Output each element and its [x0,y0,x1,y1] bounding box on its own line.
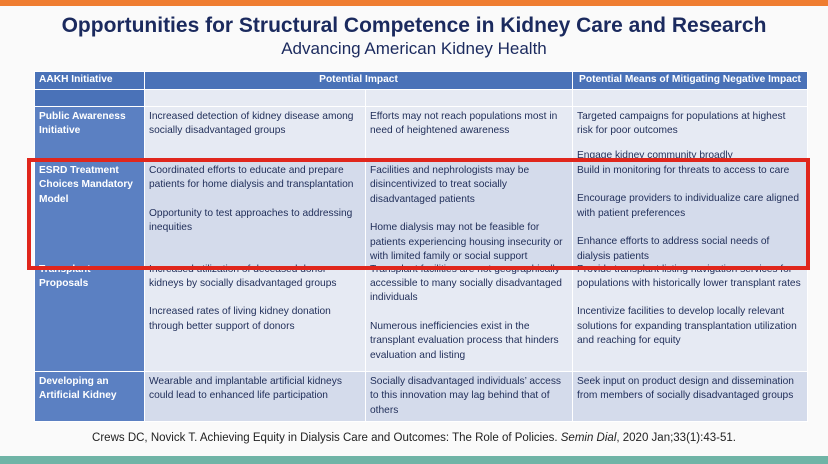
positive-text: Coordinated efforts to educate and prepare patients for home dialysis and transplantation [149,164,354,190]
initiative-cell [35,263,145,371]
mitigation-text: populations with historically lower transplant rates [577,277,801,289]
negative-impact-cell [366,371,573,422]
table-row [35,371,808,422]
positive-text: kidneys by socially disadvantaged groups [149,277,337,289]
positive-text-2: Increased rates of living kidney donation through better support of donors [149,306,331,332]
negative-text-cut: Transplant facilities are not geographically [370,263,560,275]
initiative-cell: Developing an Artificial Kidney [35,371,145,422]
negative-impact-cell [366,263,573,371]
citation-details: , 2020 Jan;33(1):43-51. [616,432,736,444]
mitigation-text-2: Incentivize facilities to develop locally relevant solutions for expanding transplantation utilization and reaching for equity [577,306,797,346]
positive-text: Increased detection of kidney disease among socially disadvantaged groups [149,110,354,136]
bottom-accent-bar [0,456,828,464]
table-subheader-row [35,89,808,106]
table-row [35,268,808,371]
negative-text-2: Home dialysis may not be feasible for patients experiencing housing insecurity or with limited family or social support [370,222,563,262]
positive-text-cut: Increased utilization of deceased donor [149,263,327,275]
subheader-positive [145,89,366,106]
mitigation-text-2: Encourage providers to individualize care aligned with patient preferences [577,193,799,219]
positive-impact-cell [145,371,366,422]
table-row [35,160,808,268]
mitigation-text-cut: Provide transplant listing navigation services for [577,263,793,275]
subheader-negative [366,89,573,106]
positive-impact-cell [145,263,366,371]
mitigation-text-3: Enhance efforts to address social needs of dialysis patients [577,236,770,262]
mitigation-text: Seek input on product design and dissemination from members of socially disadvantaged groups [577,375,794,401]
subheader-mitigation [573,89,808,106]
slide-subtitle: Advancing American Kidney Health [281,39,547,58]
slide-title: Opportunities for Structural Competence in Kidney Care and Research [61,14,767,37]
mitigation-text: Build in monitoring for threats to access to care [577,164,790,176]
initiative-text-cut: Transplant Proposals [39,263,91,289]
negative-impact-cell [366,160,573,268]
negative-impact-cell [366,106,573,160]
negative-text-2: Numerous inefficiencies exist in the transplant evaluation process that hinders evaluation and listing [370,320,559,361]
mitigation-cell [573,106,808,160]
citation-authors: Crews DC, Novick T. Achieving Equity in Dialysis Care and Outcomes: The Role of Policies. [92,432,558,444]
negative-text: accessible to many socially disadvantaged individuals [370,277,562,303]
positive-text: Wearable and implantable artificial kidneys could lead to enhanced life participation [149,375,342,401]
header-initiative: AAKH Initiative [35,72,145,90]
citation [0,432,828,444]
negative-text: Socially disadvantaged individuals’ access to this innovation may lag behind that of others [370,375,562,416]
negative-text: Efforts may not reach populations most in need of heightened awareness [370,110,558,136]
citation-journal: Semin Dial [560,432,617,444]
mitigation-cell [573,160,808,268]
top-accent-bar [0,0,828,6]
header-potential-impact: Potential Impact [145,72,573,90]
subheader-blank [35,89,145,106]
positive-text-2: Opportunity to test approaches to addressing inequities [149,207,353,233]
impact-table [34,71,808,422]
positive-impact-cell [145,160,366,268]
table-header-row [35,72,808,90]
initiative-cell: Public Awareness Initiative [35,106,145,160]
mitigation-cell [573,371,808,422]
negative-text: Facilities and nephrologists may be disincentivized to treat socially disadvantaged patients [370,164,530,205]
mitigation-text-cut: Engage kidney community broadly [577,149,733,161]
mitigation-cell [573,263,808,371]
table-row [35,106,808,160]
initiative-cell: ESRD Treatment Choices Mandatory Model [35,160,145,268]
mitigation-text: Targeted campaigns for populations at highest risk for poor outcomes [577,110,786,136]
positive-impact-cell [145,106,366,160]
header-mitigation: Potential Means of Mitigating Negative Impact [573,72,808,90]
